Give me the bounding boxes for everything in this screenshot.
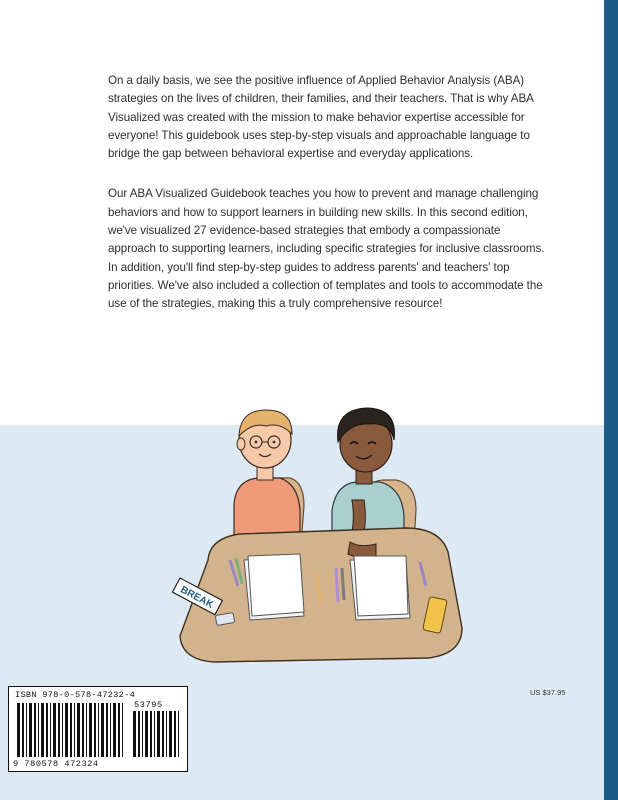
barcode-bar [26,703,27,757]
barcode-bar [86,703,87,757]
right-paper-stack [350,556,410,620]
blurb-text [108,72,548,336]
barcode-bar [106,703,108,757]
barcode-bar [118,703,120,757]
barcode-bar [38,703,39,757]
barcode-bar [150,711,152,757]
barcode-bar [110,703,111,757]
barcode [8,686,188,772]
blurb-paragraph-1: On a daily basis, we see the positive influence of Applied Behavior Analysis (ABA) strategies on the lives of children, their families, and their teachers. That is why ABA Visualized was created with the mission to make behavior expertise accessible for everyone! This guidebook uses step-by-step visuals and approachable language to bridge the gap between behavioral expertise and everyday applications. [108,74,534,161]
barcode-bar [133,711,136,757]
barcode-bar [145,711,148,757]
barcode-bar [154,711,155,757]
barcode-bar [142,711,143,757]
barcode-bar [77,703,80,757]
barcode-bar [70,703,72,757]
left-paper-stack [244,554,304,620]
barcode-bar [162,711,164,757]
barcode-bar [169,711,172,757]
price-label: US $37.95 [530,688,566,697]
barcode-bar [74,703,75,757]
barcode-bar [50,703,51,757]
barcode-bar [89,703,92,757]
barcode-bar [98,703,99,757]
barcode-bar [46,703,48,757]
barcode-bar [122,703,123,757]
barcode-bar [166,711,167,757]
children-at-table-illustration [170,392,470,672]
break-card-label: BREAK [178,584,216,611]
barcode-bar [62,703,63,757]
barcode-bar [138,711,140,757]
blurb-paragraph-2: Our ABA Visualized Guidebook teaches you how to prevent and manage challenging behaviors and how to support learners in building new skills. In this second edition, we've visualized 27 evidence-based strategies that embody a compassionate approach to supporting learners, including specific strategies for inclusive classrooms. In addition, you'll find step-by-step guides to address parents' and teachers' top priorities. We've also included a collection of templates and tools to accommodate the use of the strategies, making this a truly comprehensive resource! [108,187,545,311]
barcode-bar [157,711,160,757]
barcode-bar [22,703,24,757]
barcode-bar [174,711,176,757]
table [180,528,462,662]
barcode-bar [178,711,179,757]
barcode-bar [113,703,116,757]
isbn-number: ISBN 978-0-578-47232-4 [15,690,136,700]
barcode-bar [58,703,60,757]
barcode-addon-digits: 53795 [134,700,163,710]
barcode-bar [29,703,32,757]
barcode-bar [17,703,20,757]
barcode-bar [65,703,68,757]
barcode-bar [41,703,44,757]
barcode-bar [101,703,104,757]
barcode-digits: 9 780578 472324 [13,759,99,769]
barcode-bar [82,703,84,757]
barcode-bar [34,703,36,757]
barcode-bar [94,703,96,757]
barcode-bar [53,703,56,757]
spine-edge [604,0,618,800]
left-child [234,410,300,542]
